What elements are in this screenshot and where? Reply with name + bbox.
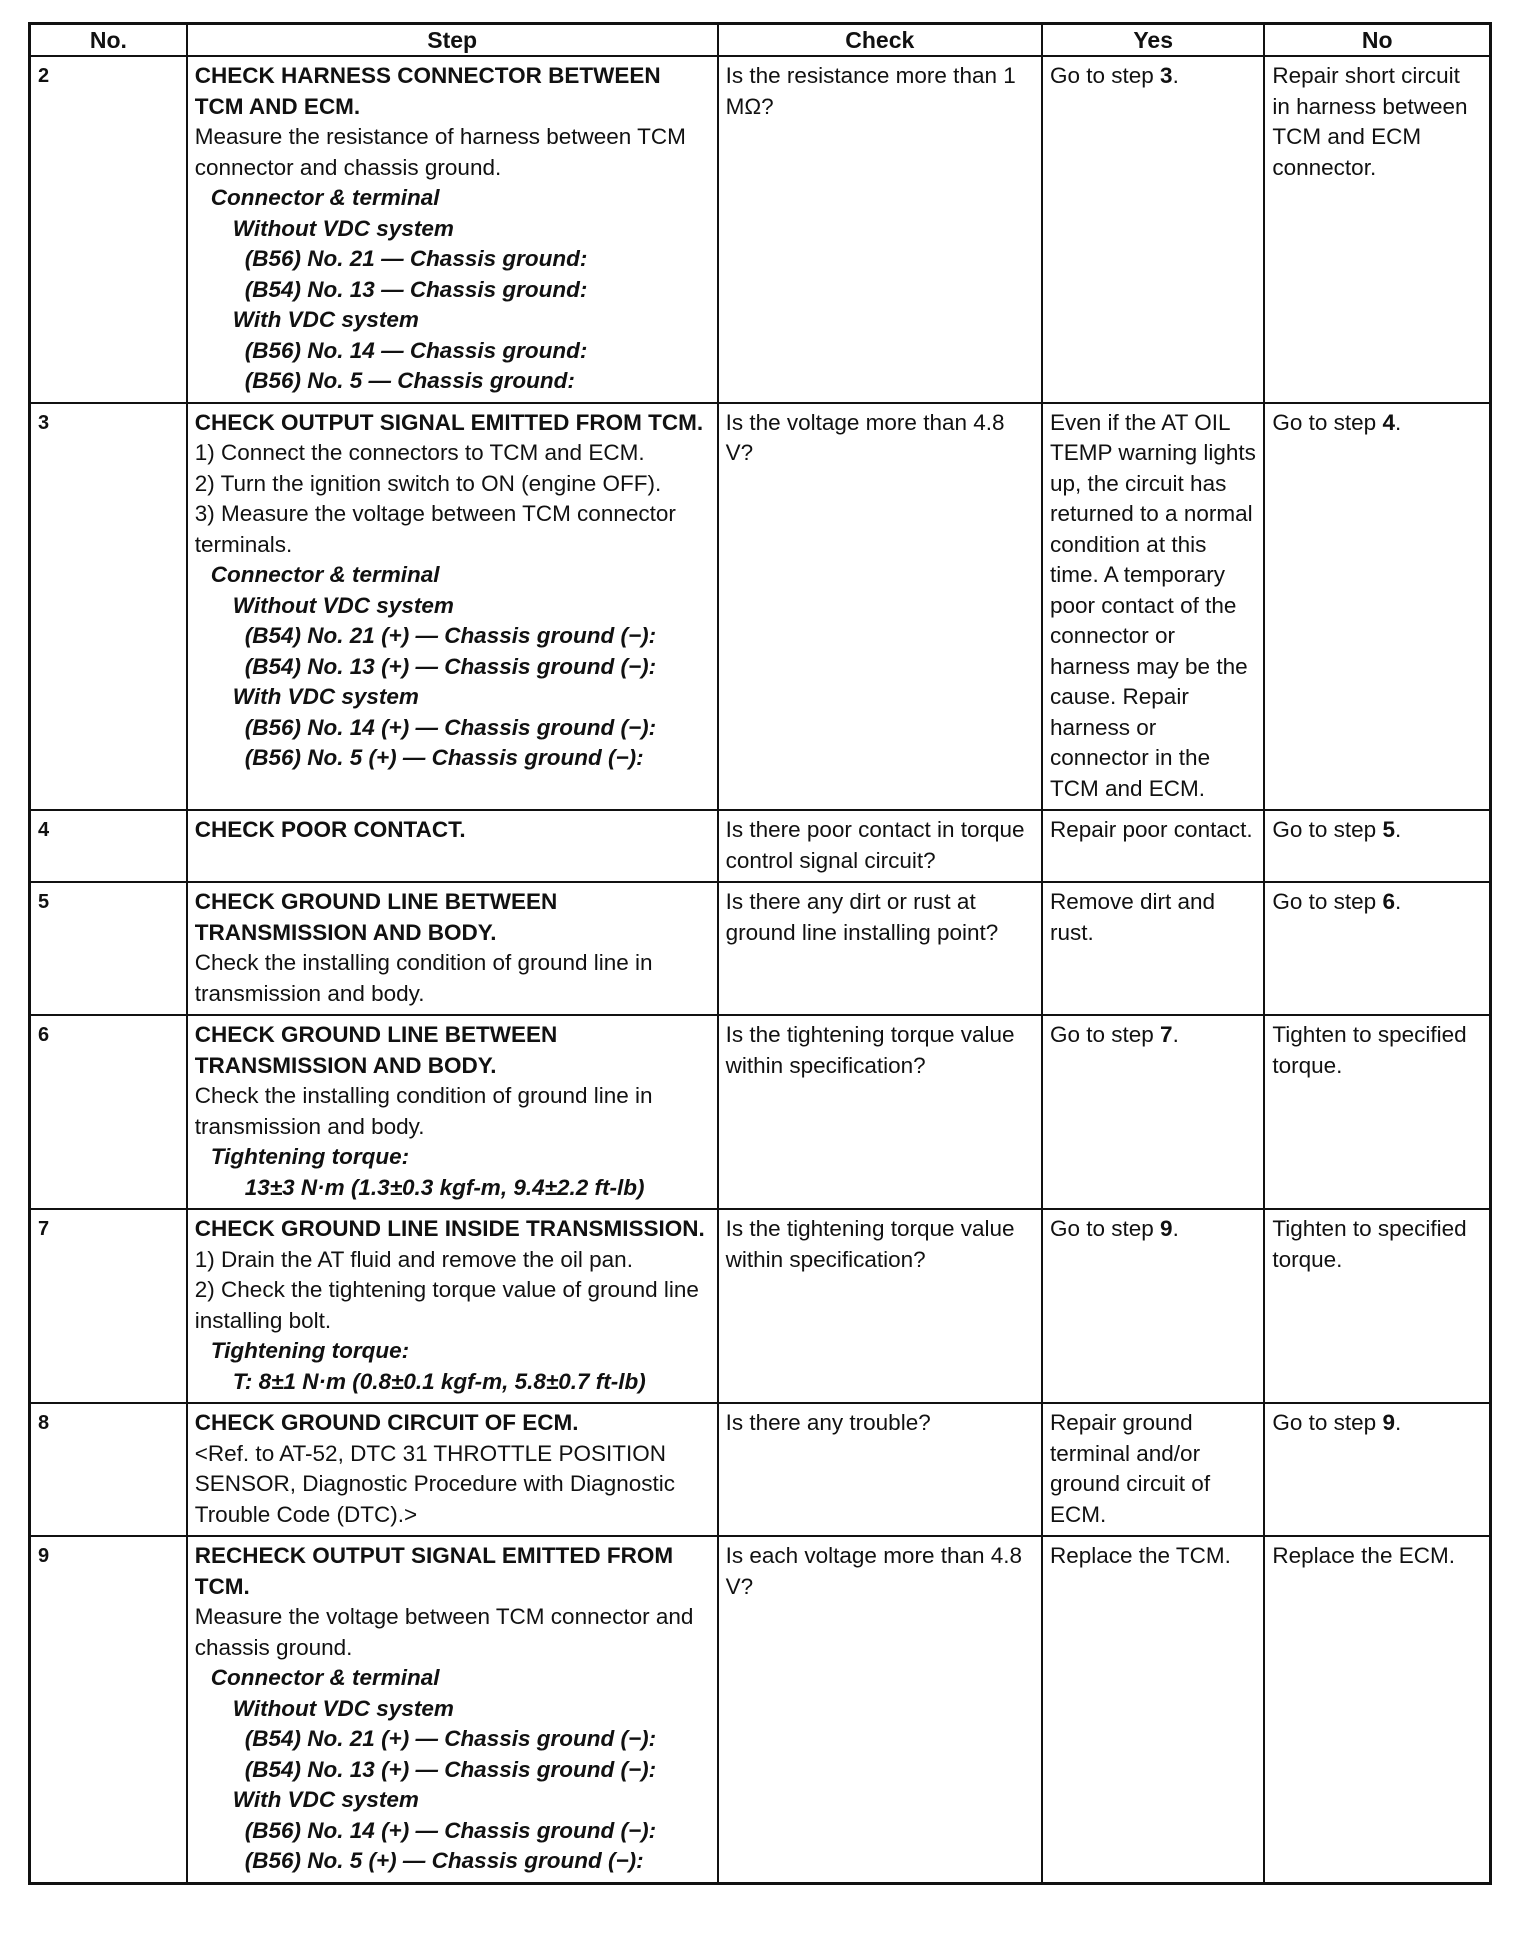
step-spec-line: With VDC system	[232, 1787, 419, 1812]
step-title: CHECK GROUND LINE INSIDE TRANSMISSION.	[194, 1216, 705, 1241]
header-row	[30, 24, 1491, 57]
step-spec-line: 13±3 N·m (1.3±0.3 kgf-m, 9.4±2.2 ft-lb)	[244, 1174, 645, 1200]
step-spec-line: (B56) No. 14 (+) — Chassis ground (−):	[244, 714, 657, 740]
no-cell-step-number: 4	[1382, 409, 1395, 435]
table-row	[30, 56, 1491, 403]
no-cell-step-number: 5	[1382, 817, 1395, 842]
step-number-cell: 9	[30, 1536, 187, 1883]
step-spec-line: (B54) No. 13 — Chassis ground:	[244, 276, 588, 302]
check-cell: Is there any trouble?	[718, 1403, 1042, 1536]
step-description: <Ref. to AT-52, DTC 31 THROTTLE POSITION SENSOR, Diagnostic Procedure with Diagnostic Trouble Code (DTC).>	[194, 1440, 675, 1527]
step-cell	[187, 1536, 718, 1883]
step-number-cell: 3	[30, 403, 187, 811]
step-spec-line: With VDC system	[232, 684, 419, 709]
yes-cell-text: Remove dirt and rust.	[1049, 889, 1216, 945]
step-cell	[187, 403, 718, 811]
yes-cell	[1042, 882, 1264, 1015]
yes-cell-text: Go to step	[1049, 1216, 1161, 1241]
table-row	[30, 1015, 1491, 1209]
step-cell	[187, 1015, 718, 1209]
yes-cell-text: Repair poor contact.	[1049, 817, 1253, 842]
step-title: CHECK GROUND LINE BETWEEN TRANSMISSION AND BODY.	[194, 1022, 558, 1078]
yes-cell-suffix: .	[1172, 1216, 1179, 1241]
table-row	[30, 1403, 1491, 1536]
step-description: 2) Turn the ignition switch to ON (engine OFF).	[194, 470, 662, 496]
no-cell-step-number: 6	[1382, 889, 1395, 914]
header-check: Check	[718, 24, 1042, 57]
no-cell-text: Go to step	[1272, 409, 1383, 435]
no-cell	[1264, 403, 1490, 811]
check-cell: Is the tightening torque value within specification?	[718, 1209, 1042, 1403]
step-description: 3) Measure the voltage between TCM connector terminals.	[194, 501, 676, 557]
step-spec-line: With VDC system	[232, 307, 419, 332]
step-spec-line: Connector & terminal	[210, 562, 440, 587]
step-number-cell: 2	[30, 56, 187, 403]
yes-cell-text: Replace the TCM.	[1049, 1543, 1231, 1568]
step-spec-line: Tightening torque:	[210, 1338, 410, 1363]
no-cell-suffix: .	[1394, 889, 1402, 914]
yes-cell-text: Go to step	[1049, 1022, 1161, 1047]
step-spec-line: (B54) No. 13 (+) — Chassis ground (−):	[244, 653, 657, 679]
yes-cell-text: Repair ground terminal and/or ground circuit of ECM.	[1049, 1410, 1211, 1527]
table-row	[30, 1536, 1491, 1883]
diagnostic-procedure-table	[28, 22, 1492, 1885]
no-cell-suffix: .	[1394, 1410, 1402, 1435]
step-description: 1) Connect the connectors to TCM and ECM.	[194, 440, 645, 465]
step-spec-line: Without VDC system	[232, 215, 454, 241]
yes-cell-step-number: 7	[1160, 1022, 1173, 1047]
header-no: No.	[30, 24, 187, 57]
no-cell-suffix: .	[1394, 409, 1402, 435]
check-cell: Is the tightening torque value within specification?	[718, 1015, 1042, 1209]
no-cell-text: Repair short circuit in harness between TCM and ECM connector.	[1272, 63, 1468, 180]
step-spec-line: Connector & terminal	[210, 185, 440, 210]
step-title: CHECK OUTPUT SIGNAL EMITTED FROM TCM.	[194, 409, 704, 435]
step-description: Measure the resistance of harness between TCM connector and chassis ground.	[194, 124, 686, 180]
no-cell-text: Replace the ECM.	[1272, 1543, 1455, 1568]
yes-cell	[1042, 56, 1264, 403]
no-cell	[1264, 1536, 1490, 1883]
step-title: CHECK GROUND CIRCUIT OF ECM.	[194, 1410, 579, 1435]
check-cell: Is the resistance more than 1 MΩ?	[718, 56, 1042, 403]
step-description: Check the installing condition of ground line in transmission and body.	[194, 1083, 653, 1139]
header-step: Step	[187, 24, 718, 57]
step-spec-line: (B56) No. 21 — Chassis ground:	[244, 246, 588, 271]
table-row	[30, 1209, 1491, 1403]
table-row	[30, 882, 1491, 1015]
step-title: CHECK POOR CONTACT.	[194, 817, 466, 842]
no-cell	[1264, 1209, 1490, 1403]
yes-cell-step-number: 9	[1160, 1216, 1173, 1241]
no-cell-suffix: .	[1394, 817, 1402, 842]
step-description: Check the installing condition of ground line in transmission and body.	[194, 950, 653, 1006]
table-row	[30, 810, 1491, 882]
no-cell	[1264, 1015, 1490, 1209]
step-cell	[187, 1209, 718, 1403]
no-cell	[1264, 1403, 1490, 1536]
step-cell	[187, 56, 718, 403]
step-spec-line: (B56) No. 14 — Chassis ground:	[244, 337, 588, 363]
check-cell: Is there poor contact in torque control signal circuit?	[718, 810, 1042, 882]
yes-cell-suffix: .	[1172, 1022, 1179, 1047]
check-cell: Is there any dirt or rust at ground line installing point?	[718, 882, 1042, 1015]
diagnostic-table-page	[28, 22, 1492, 1885]
step-spec-line: (B56) No. 5 (+) — Chassis ground (−):	[244, 745, 644, 770]
step-spec-line: (B54) No. 13 (+) — Chassis ground (−):	[244, 1756, 657, 1782]
no-cell	[1264, 56, 1490, 403]
step-description: Measure the voltage between TCM connector and chassis ground.	[194, 1604, 694, 1660]
step-description: 1) Drain the AT fluid and remove the oil pan.	[194, 1246, 633, 1272]
no-cell-text: Go to step	[1272, 889, 1383, 914]
no-cell-text: Go to step	[1272, 1410, 1383, 1435]
no-cell-text: Go to step	[1272, 817, 1383, 842]
yes-cell	[1042, 403, 1264, 811]
yes-cell-step-number: 3	[1160, 63, 1173, 88]
yes-cell	[1042, 1209, 1264, 1403]
step-cell	[187, 1403, 718, 1536]
yes-cell	[1042, 1536, 1264, 1883]
step-number-cell: 5	[30, 882, 187, 1015]
step-number-cell: 7	[30, 1209, 187, 1403]
no-cell	[1264, 810, 1490, 882]
step-spec-line: Tightening torque:	[210, 1144, 410, 1169]
step-spec-line: (B56) No. 5 (+) — Chassis ground (−):	[244, 1848, 644, 1873]
no-cell-text: Tighten to specified torque.	[1272, 1216, 1467, 1272]
check-cell: Is each voltage more than 4.8 V?	[718, 1536, 1042, 1883]
check-cell: Is the voltage more than 4.8 V?	[718, 403, 1042, 811]
no-cell	[1264, 882, 1490, 1015]
step-spec-line: Without VDC system	[232, 1695, 454, 1721]
step-title: RECHECK OUTPUT SIGNAL EMITTED FROM TCM.	[194, 1543, 674, 1599]
step-number-cell: 8	[30, 1403, 187, 1536]
yes-cell-suffix: .	[1172, 63, 1179, 88]
no-cell-text: Tighten to specified torque.	[1272, 1022, 1467, 1078]
step-spec-line: Connector & terminal	[210, 1665, 440, 1690]
step-title: CHECK HARNESS CONNECTOR BETWEEN TCM AND ECM.	[194, 63, 661, 119]
yes-cell	[1042, 1015, 1264, 1209]
step-spec-line: (B56) No. 14 (+) — Chassis ground (−):	[244, 1817, 657, 1843]
yes-cell	[1042, 810, 1264, 882]
step-number-cell: 6	[30, 1015, 187, 1209]
step-description: 2) Check the tightening torque value of ground line installing bolt.	[194, 1277, 699, 1333]
step-spec-line: T: 8±1 N·m (0.8±0.1 kgf-m, 5.8±0.7 ft-lb)	[232, 1368, 646, 1394]
step-cell	[187, 882, 718, 1015]
step-title: CHECK GROUND LINE BETWEEN TRANSMISSION AND BODY.	[194, 889, 558, 945]
header-no-result: No	[1264, 24, 1490, 57]
step-spec-line: (B54) No. 21 (+) — Chassis ground (−):	[244, 1726, 657, 1751]
step-cell	[187, 810, 718, 882]
step-spec-line: Without VDC system	[232, 592, 454, 618]
header-yes: Yes	[1042, 24, 1264, 57]
yes-cell-text: Even if the AT OIL TEMP warning lights up, the circuit has returned to a normal condition at this time. A temporary poor contact of the connector or harness may be the cause. Repair harness or connector in the TCM and ECM.	[1049, 409, 1256, 801]
no-cell-step-number: 9	[1382, 1410, 1395, 1435]
yes-cell-text: Go to step	[1049, 63, 1161, 88]
step-spec-line: (B54) No. 21 (+) — Chassis ground (−):	[244, 623, 657, 648]
step-spec-line: (B56) No. 5 — Chassis ground:	[244, 368, 575, 393]
table-row	[30, 403, 1491, 811]
step-number-cell: 4	[30, 810, 187, 882]
yes-cell	[1042, 1403, 1264, 1536]
